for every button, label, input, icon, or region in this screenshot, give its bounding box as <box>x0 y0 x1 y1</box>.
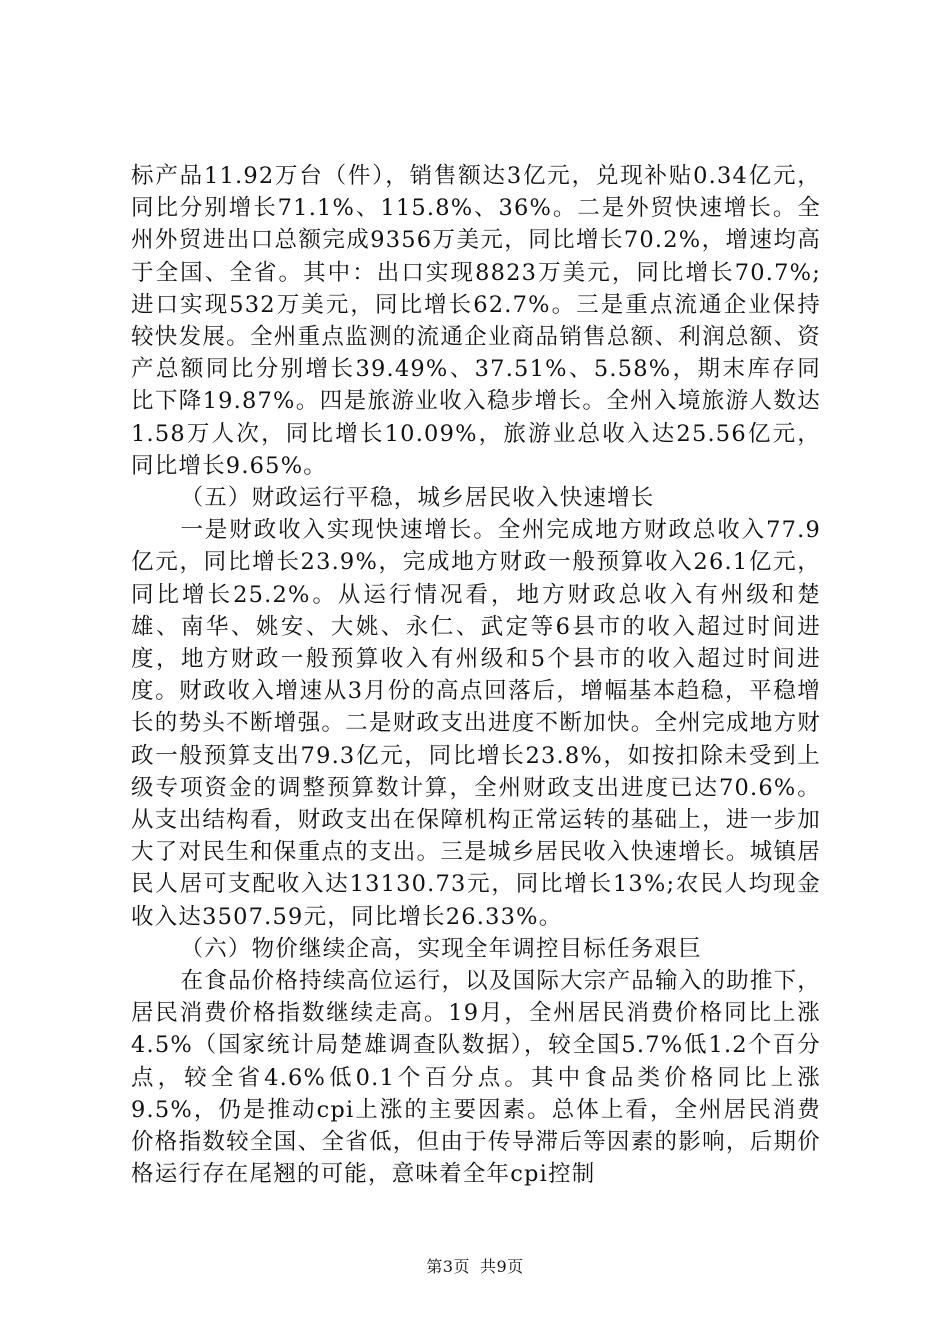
page-number: 第3页 <box>426 1257 470 1276</box>
page-footer <box>0 1254 950 1277</box>
section-heading-six: （六）物价继续企高，实现全年调控目标任务艰巨 <box>180 935 702 962</box>
paragraph-prices: 在食品价格持续高位运行，以及国际大宗产品输入的助推下，居民消费价格指数继续走高。19月，全州居民消费价格同比上涨4.5%（国家统计局楚雄调查队数据），较全国5.7%低1.2个百分点，较全省4.6%低0.1个百分点。其中食品类价格同比上涨9.5%，仍是推动cpi上涨的主要因素。总体上看，全州居民消费价格指数较全国、全省低，但由于传导滞后等因素的影响，后期价格运行存在尾翘的可能，意味着全年cpi控制 <box>131 968 821 1188</box>
section-heading-five: （五）财政运行平稳，城乡居民收入快速增长 <box>180 485 655 512</box>
document-body <box>131 160 821 1191</box>
paragraph-finance: 一是财政收入实现快速增长。全州完成地方财政总收入77.9亿元，同比增长23.9%，完成地方财政一般预算收入26.1亿元，同比增长25.2%。从运行情况看，地方财政总收入有州级和楚雄、南华、姚安、大姚、永仁、武定等6县市的收入超过时间进度，地方财政一般预算收入有州级和5个县市的收入超过时间进度。财政收入增速从3月份的高点回落后，增幅基本趋稳，平稳增长的势头不断增强。二是财政支出进度不断加快。全州完成地方财政一般预算支出79.3亿元，同比增长23.8%，如按扣除未受到上级专项资金的调整预算数计算，全州财政支出进度已达70.6%。从支出结构看，财政支出在保障机构正常运转的基础上，进一步加大了对民生和保重点的支出。三是城乡居民收入快速增长。城镇居民人居可支配收入达13130.73元，同比增长13%;农民人均现金收入达3507.59元，同比增长26.33%。 <box>131 517 821 930</box>
page-total: 共9页 <box>480 1257 524 1276</box>
paragraph-continuation: 标产品11.92万台（件），销售额达3亿元，兑现补贴0.34亿元，同比分别增长71.1%、115.8%、36%。二是外贸快速增长。全州外贸进出口总额完成9356万美元，同比增长70.2%，增速均高于全国、全省。其中：出口实现8823万美元，同比增长70.7%;进口实现532万美元，同比增长62.7%。三是重点流通企业保持较快发展。全州重点监测的流通企业商品销售总额、利润总额、资产总额同比分别增长39.49%、37.51%、5.58%，期末库存同比下降19.87%。四是旅游业收入稳步增长。全州入境旅游人数达1.58万人次，同比增长10.09%，旅游业总收入达25.56亿元，同比增长9.65%。 <box>131 163 821 479</box>
